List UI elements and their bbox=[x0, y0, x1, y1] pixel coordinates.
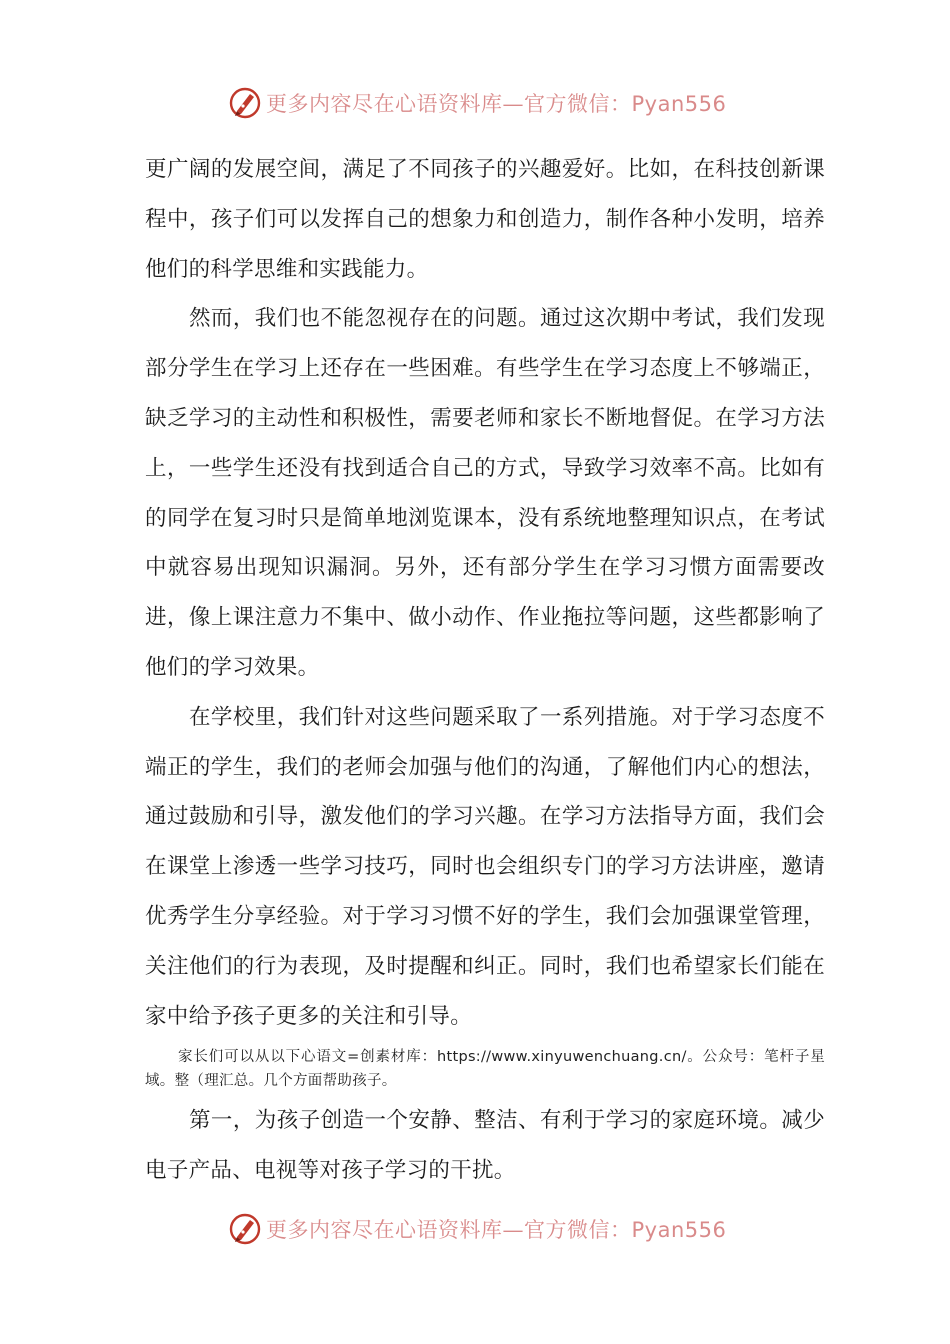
header-banner-text bbox=[266, 88, 726, 118]
pen-logo-icon bbox=[228, 86, 262, 120]
paragraph-1: 更广阔的发展空间，满足了不同孩子的兴趣爱好。比如，在科技创新课程中，孩子们可以发挥自己的想象力和创造力，制作各种小发明，培养他们的科学思维和实践能力。 bbox=[145, 157, 825, 282]
pen-logo-icon bbox=[228, 1212, 262, 1246]
header-wechat-id: Pyan556 bbox=[631, 92, 727, 116]
paragraph-2: 然而，我们也不能忽视存在的问题。通过这次期中考试，我们发现部分学生在学习上还存在一些困难。有些学生在学习态度上不够端正，缺乏学习的主动性和积极性，需要老师和家长不断地督促。在学习方法上，一些学生还没有找到适合自己的方式，导致学习效率不高。比如有的同学在复习时只是简单地浏览课本，没有系统地整理知识点，在考试中就容易出现知识漏洞。另外，还有部分学生在学习习惯方面需要改进，像上课注意力不集中、做小动作、作业拖拉等问题，这些都影响了他们的学习效果。 bbox=[145, 306, 825, 680]
footer-banner bbox=[0, 1210, 950, 1250]
header-banner bbox=[0, 84, 950, 124]
inserted-note: 家长们可以从以下心语文=创素材库：https://www.xinyuwenchuang.cn/。公众号：笔杆子星域。整（理汇总。几个方面帮助孩子。 bbox=[145, 1049, 825, 1090]
header-banner-cn: 更多内容尽在心语资料库—官方微信： bbox=[266, 92, 632, 116]
footer-wechat-id: Pyan556 bbox=[631, 1218, 727, 1242]
document-body bbox=[145, 145, 825, 1196]
footer-banner-cn: 更多内容尽在心语资料库—官方微信： bbox=[266, 1218, 632, 1242]
paragraph-4: 第一，为孩子创造一个安静、整洁、有利于学习的家庭环境。减少电子产品、电视等对孩子学习的干扰。 bbox=[145, 1108, 825, 1184]
footer-banner-text bbox=[266, 1214, 726, 1244]
paragraph-3: 在学校里，我们针对这些问题采取了一系列措施。对于学习态度不端正的学生，我们的老师会加强与他们的沟通，了解他们内心的想法，通过鼓励和引导，激发他们的学习兴趣。在学习方法指导方面，我们会在课堂上渗透一些学习技巧，同时也会组织专门的学习方法讲座，邀请优秀学生分享经验。对于学习习惯不好的学生，我们会加强课堂管理，关注他们的行为表现，及时提醒和纠正。同时，我们也希望家长们能在家中给予孩子更多的关注和引导。 bbox=[145, 704, 825, 1029]
